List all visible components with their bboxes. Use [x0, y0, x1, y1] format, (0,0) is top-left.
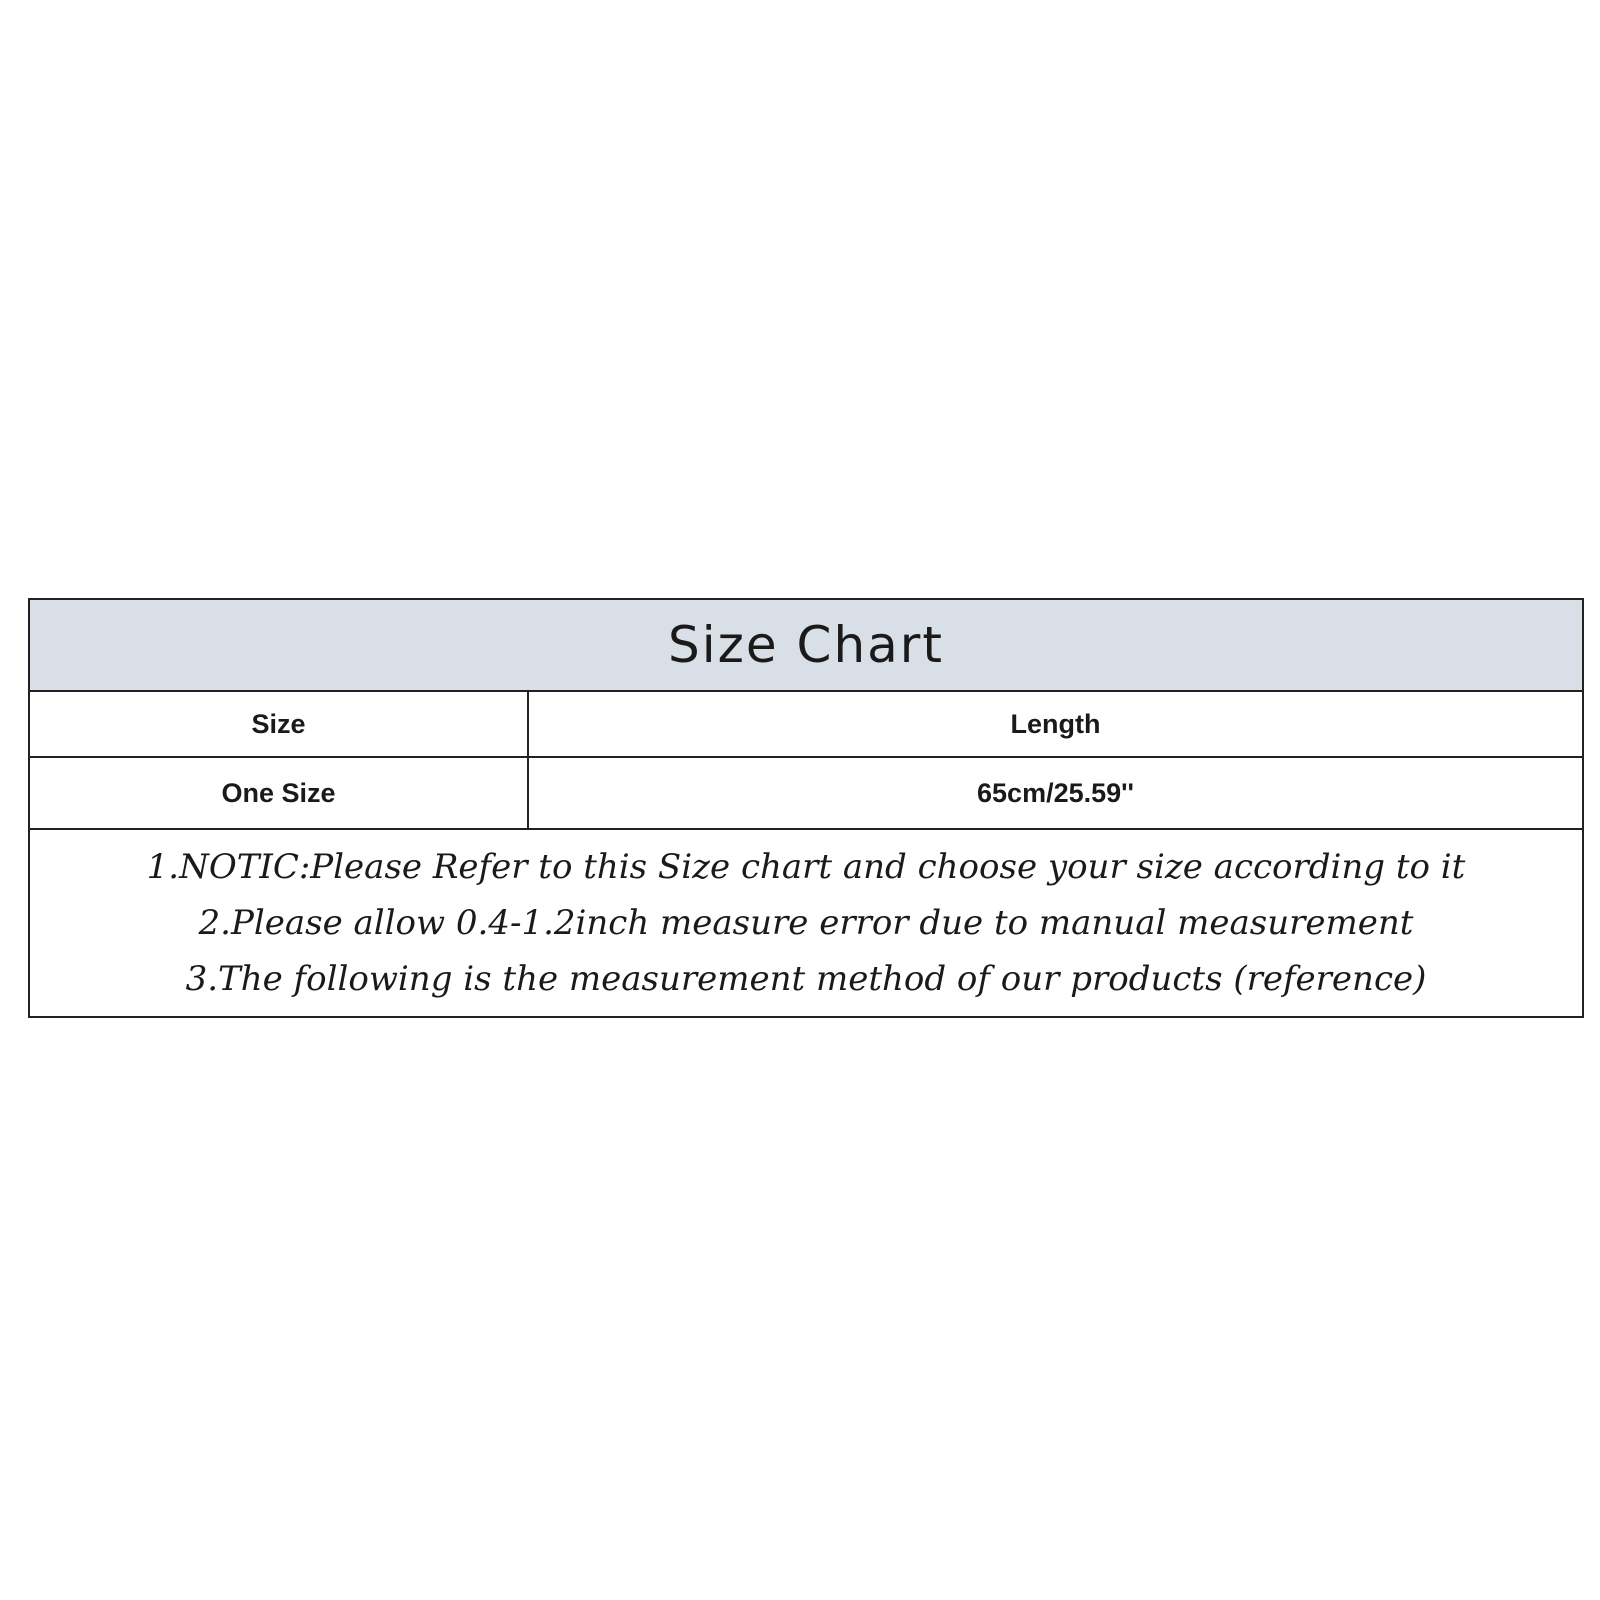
size-chart-table: [28, 598, 1584, 1018]
notes-row: [29, 829, 1583, 1017]
note-line-2: 2.Please allow 0.4-1.2inch measure error due to manual measurement: [198, 903, 1414, 943]
note-line-1: 1.NOTIC:Please Refer to this Size chart and choose your size according to it: [146, 847, 1466, 887]
title-row: [29, 599, 1583, 691]
header-row: [29, 691, 1583, 757]
table-title: Size Chart: [29, 599, 1583, 691]
column-header-length: Length: [528, 691, 1583, 757]
table-row: [29, 757, 1583, 829]
notes-cell: [29, 829, 1583, 1017]
size-value: One Size: [29, 757, 528, 829]
length-value: 65cm/25.59'': [528, 757, 1583, 829]
column-header-size: Size: [29, 691, 528, 757]
note-line-3: 3.The following is the measurement method of our products (reference): [185, 959, 1427, 999]
